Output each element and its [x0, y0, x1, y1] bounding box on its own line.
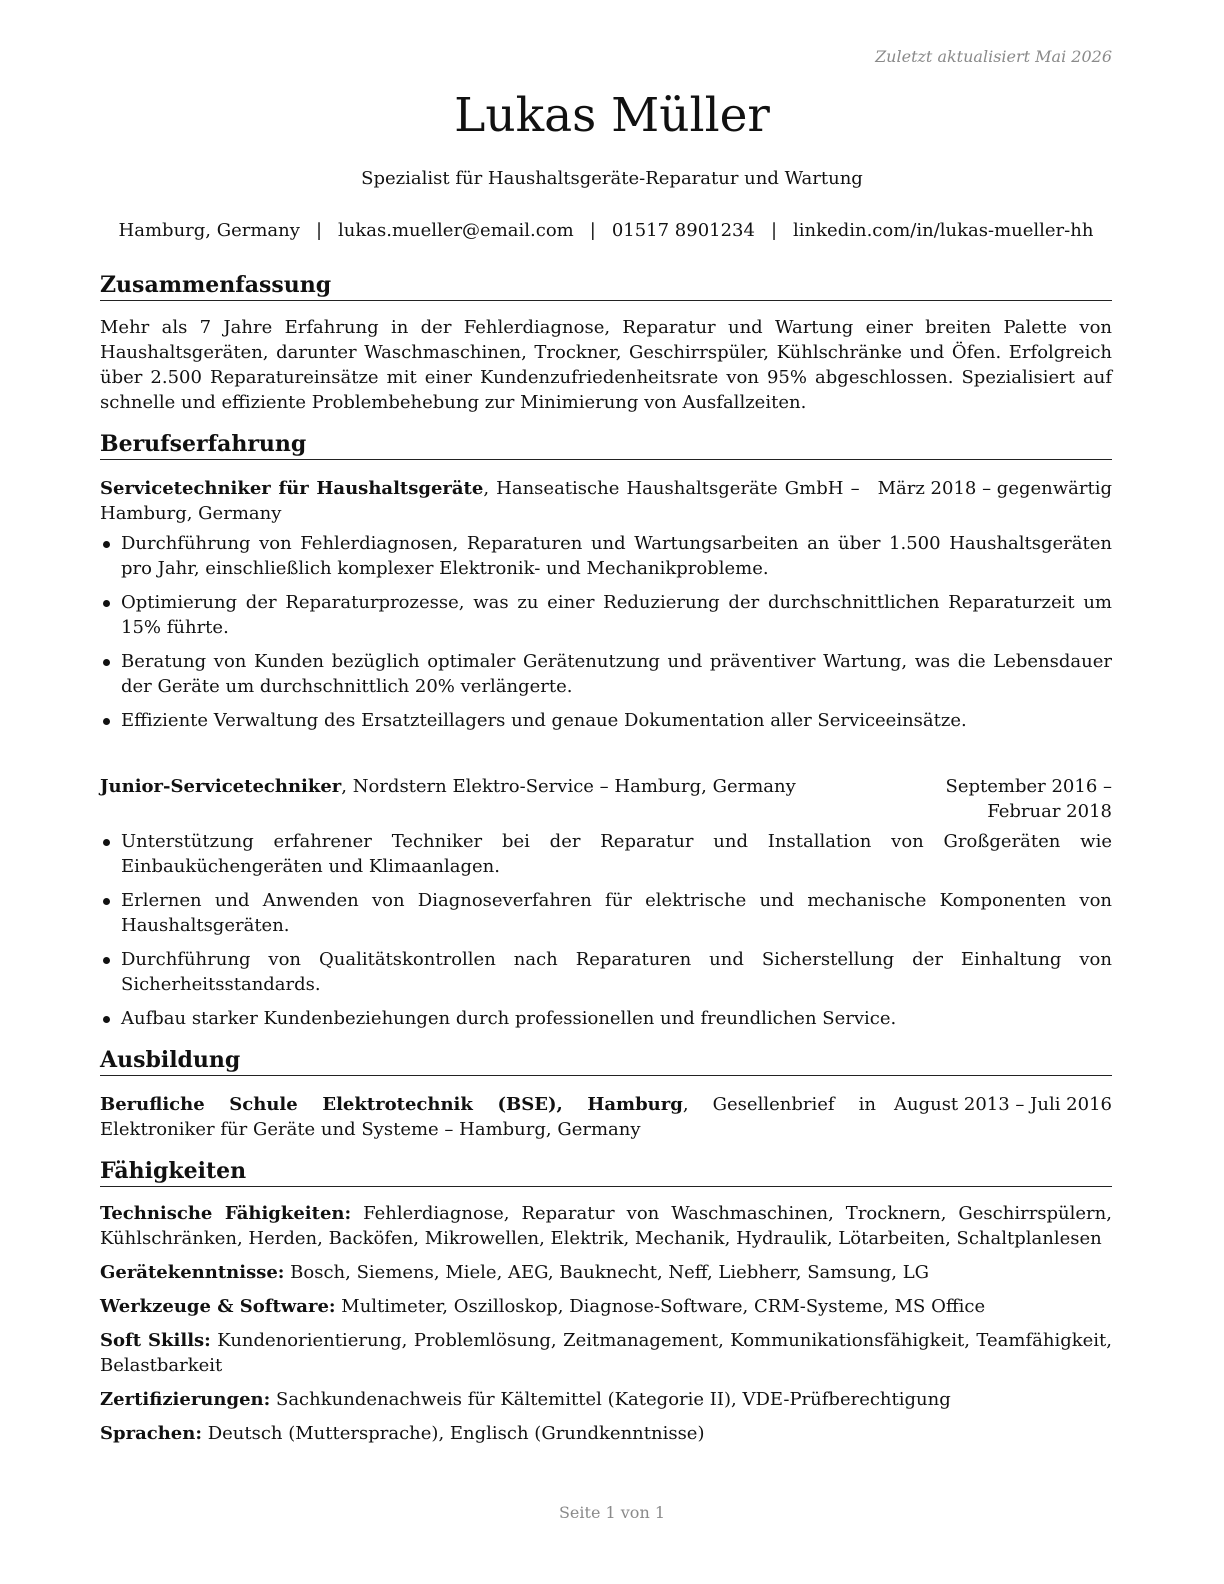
list-item: Durchführung von Fehlerdiagnosen, Reparaturen und Wartungsarbeiten an über 1.500 Haushaltsgeräten pro Jahr, einschließlich komplexer Elektronik- und Mechanikprobleme. [100, 531, 1112, 581]
experience-section [100, 429, 1112, 1031]
job-title-line [100, 774, 854, 824]
summary-section [100, 270, 1112, 415]
page-number: Seite 1 von 1 [558, 1503, 666, 1522]
education-school: Berufliche Schule Elektrotechnik (BSE), Hamburg [100, 1094, 683, 1115]
experience-heading: Berufserfahrung [100, 429, 1112, 460]
skill-label: Gerätekenntnisse: [100, 1262, 285, 1283]
skill-row [100, 1201, 1112, 1251]
skill-label: Soft Skills: [100, 1330, 211, 1351]
skill-value: Bosch, Siemens, Miele, AEG, Bauknecht, Neff, Liebherr, Samsung, LG [284, 1262, 930, 1283]
education-entry [100, 1092, 1112, 1142]
list-item: Optimierung der Reparaturprozesse, was zu einer Reduzierung der durchschnittlichen Reparaturzeit um 15% führte. [100, 590, 1112, 640]
resume-body [100, 270, 1112, 1460]
job-bullet-list [100, 829, 1112, 1031]
job-spacer [100, 742, 1112, 758]
skill-label: Zertifizierungen: [100, 1389, 271, 1410]
contact-separator: | [315, 220, 323, 241]
list-item: Erlernen und Anwenden von Diagnoseverfahren für elektrische und mechanische Komponenten von Haushaltsgeräten. [100, 888, 1112, 938]
contact-separator: | [770, 220, 778, 241]
education-heading: Ausbildung [100, 1045, 1112, 1076]
candidate-name: Lukas Müller [454, 88, 770, 143]
last-updated-note: Zuletzt aktualisiert Mai 2026 [875, 47, 1112, 66]
skill-value: Multimeter, Oszilloskop, Diagnose-Software, CRM-Systeme, MS Office [335, 1296, 986, 1317]
education-dates: August 2013 – Juli 2016 [893, 1094, 1112, 1115]
skill-label: Technische Fähigkeiten: [100, 1203, 352, 1224]
skills-section [100, 1156, 1112, 1446]
skill-row [100, 1328, 1112, 1378]
job-role: Junior-Servicetechniker [100, 776, 342, 797]
job-header [100, 774, 1112, 824]
contact-location: Hamburg, Germany [118, 220, 300, 241]
skill-value: Kundenorientierung, Problemlösung, Zeitmanagement, Kommunikationsfähigkeit, Teamfähigkeit, Belastbarkeit [100, 1330, 1113, 1376]
skill-row [100, 1294, 1112, 1319]
skill-value: Fehlerdiagnose, Reparatur von Waschmaschinen, Trocknern, Geschirrspülern, Kühlschränken, Herden, Backöfen, Mikrowellen, Elektrik, Mechanik, Hydraulik, Lötarbeiten, Schaltplanlesen [100, 1203, 1112, 1249]
contact-phone[interactable]: 01517 8901234 [611, 220, 755, 241]
summary-text: Mehr als 7 Jahre Erfahrung in der Fehlerdiagnose, Reparatur und Wartung einer breiten Palette von Haushaltsgeräten, darunter Waschmaschinen, Trockner, Geschirrspüler, Kühlschränke und Öfen. Erfolgreich über 2.500 Reparatureinsätze mit einer Kundenzufriedenheitsrate von 95% abgeschlossen. Spezialisiert auf schnelle und effiziente Problembehebung zur Minimierung von Ausfallzeiten. [100, 317, 1112, 413]
job-company: , Nordstern Elektro-Service – Hamburg, Germany [341, 776, 796, 797]
contact-email[interactable]: lukas.mueller@email.com [338, 220, 574, 241]
skill-row [100, 1421, 1112, 1446]
job-title-line [100, 476, 860, 526]
list-item: Beratung von Kunden bezüglich optimaler Gerätenutzung und präventiver Wartung, was die Lebensdauer der Geräte um durchschnittlich 20% verlängerte. [100, 649, 1112, 699]
job-role: Servicetechniker für Haushaltsgeräte [100, 478, 484, 499]
skill-label: Sprachen: [100, 1423, 202, 1444]
list-item: Effiziente Verwaltung des Ersatzteillagers und genaue Dokumentation aller Serviceeinsätze. [100, 708, 1112, 733]
list-item: Unterstützung erfahrener Techniker bei der Reparatur und Installation von Großgeräten wie Einbauküchengeräten und Klimaanlagen. [100, 829, 1112, 879]
skill-row [100, 1387, 1112, 1412]
contact-line [100, 218, 1112, 243]
list-item: Durchführung von Qualitätskontrollen nach Reparaturen und Sicherstellung der Einhaltung von Sicherheitsstandards. [100, 947, 1112, 997]
skill-value: Sachkundenachweis für Kältemittel (Kategorie II), VDE-Prüfberechtigung [270, 1389, 951, 1410]
skills-heading: Fähigkeiten [100, 1156, 1112, 1187]
job-dates: September 2016 – Februar 2018 [945, 776, 1112, 822]
skill-label: Werkzeuge & Software: [100, 1296, 336, 1317]
job-header [100, 476, 1112, 526]
education-line [100, 1092, 876, 1142]
skill-value: Deutsch (Muttersprache), Englisch (Grundkenntnisse) [201, 1423, 705, 1444]
job-company: , Hanseatische Haushaltsgeräte GmbH – Hamburg, Germany [100, 478, 860, 524]
summary-heading: Zusammenfassung [100, 270, 1112, 301]
education-degree: , Gesellenbrief in Elektroniker für Geräte und Systeme – Hamburg, Germany [100, 1094, 876, 1140]
list-item: Aufbau starker Kundenbeziehungen durch professionellen und freundlichen Service. [100, 1006, 1112, 1031]
contact-separator: | [589, 220, 596, 241]
job-dates: März 2018 – gegenwärtig [877, 478, 1112, 499]
job-bullet-list [100, 531, 1112, 733]
education-section [100, 1045, 1112, 1142]
contact-linkedin[interactable]: linkedin.com/in/lukas-mueller-hh [793, 220, 1094, 241]
skill-row [100, 1260, 1112, 1285]
candidate-title: Spezialist für Haushaltsgeräte-Reparatur und Wartung [361, 168, 863, 189]
